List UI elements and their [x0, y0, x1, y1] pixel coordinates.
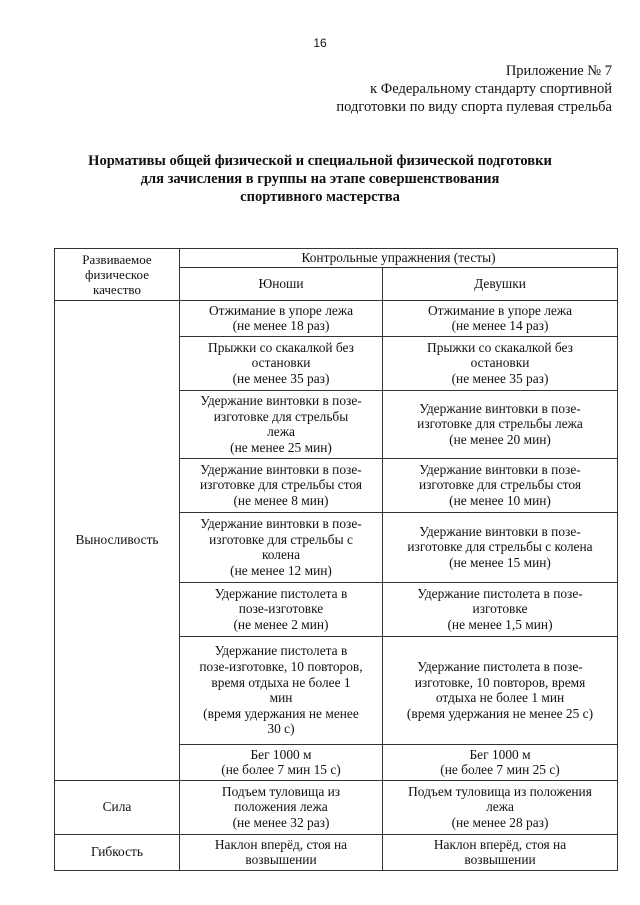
cell-line: Удержание пистолета в позе-: [417, 658, 583, 674]
cell-line: остановки: [251, 355, 311, 371]
boys-norm-cell: [180, 636, 383, 744]
title-line-3: спортивного мастерства: [240, 189, 400, 205]
cell-line: позе-изготовке: [238, 601, 324, 617]
boys-norm-cell: [180, 744, 383, 780]
header-quality: [55, 249, 180, 301]
cell-line: время отдыха не более 1: [211, 674, 351, 690]
boys-norm-cell: [180, 512, 383, 582]
girls-norm-cell: [383, 636, 618, 744]
table-row: [55, 780, 618, 834]
cell-line: Наклон вперёд, стоя на: [433, 836, 567, 852]
appendix-line-3: подготовки по виду спорта пулевая стрельба: [336, 99, 612, 115]
header-girls: Девушки: [383, 267, 618, 300]
cell-line: (время удержания не менее 25 с): [406, 705, 594, 721]
quality-endurance: Выносливость: [55, 300, 180, 780]
boys-norm-cell: [180, 336, 383, 390]
header-quality-line: физическое: [85, 266, 149, 282]
cell-line: (не менее 12 мин): [230, 562, 332, 578]
cell-line: Бег 1000 м: [250, 746, 312, 762]
cell-line: Бег 1000 м: [469, 746, 531, 762]
cell-line: Отжимание в упоре лежа: [208, 302, 354, 318]
girls-norm-cell: [383, 582, 618, 636]
cell-line: Наклон вперёд, стоя на: [214, 836, 348, 852]
girls-norm-cell: [383, 390, 618, 458]
cell-line: изготовке, 10 повторов, время: [414, 674, 586, 690]
cell-line: остановки: [470, 355, 530, 371]
boys-norm-cell: [180, 780, 383, 834]
header-quality-line: качество: [92, 281, 141, 297]
cell-line: лежа: [486, 799, 514, 815]
table-header-row: [55, 249, 618, 268]
cell-line: Удержание винтовки в позе-: [200, 461, 362, 477]
document-title: [0, 152, 640, 206]
cell-line: (не менее 1,5 мин): [447, 616, 553, 632]
cell-line: (не менее 35 раз): [451, 370, 549, 386]
cell-line: (не менее 14 раз): [451, 318, 549, 334]
cell-line: колена: [261, 547, 301, 563]
norms-table: [54, 248, 618, 871]
header-quality-line: Развиваемое: [82, 251, 152, 267]
cell-line: Удержание винтовки в позе-: [419, 400, 581, 416]
title-line-1: Нормативы общей физической и специальной физической подготовки: [88, 153, 552, 169]
cell-line: положения лежа: [234, 799, 328, 815]
header-boys: Юноши: [180, 267, 383, 300]
cell-line: (не менее 20 мин): [449, 431, 551, 447]
cell-line: Удержание пистолета в: [214, 585, 348, 601]
cell-line: Отжимание в упоре лежа: [427, 302, 573, 318]
cell-line: (время удержания не менее: [203, 705, 359, 721]
cell-line: изготовке для стрельбы лежа: [417, 416, 583, 432]
girls-norm-cell: [383, 336, 618, 390]
cell-line: (не менее 10 мин): [449, 492, 551, 508]
cell-line: Удержание пистолета в позе-: [417, 585, 583, 601]
table-body: [55, 300, 618, 870]
boys-norm-cell: [180, 300, 383, 336]
appendix-block: [336, 62, 612, 116]
cell-line: Прыжки со скакалкой без: [427, 339, 573, 355]
table-row: [55, 300, 618, 336]
cell-line: мин: [269, 690, 293, 706]
girls-norm-cell: [383, 780, 618, 834]
cell-line: изготовке для стрельбы стоя: [418, 477, 582, 493]
quality-strength: Сила: [55, 780, 180, 834]
cell-line: (не менее 8 мин): [233, 492, 329, 508]
cell-line: (не более 7 мин 25 с): [440, 762, 560, 778]
girls-norm-cell: [383, 458, 618, 512]
title-line-2: для зачисления в группы на этапе совершенствования: [140, 171, 500, 187]
cell-line: изготовке для стрельбы: [213, 408, 349, 424]
cell-line: (не менее 28 раз): [451, 814, 549, 830]
cell-line: Удержание винтовки в позе-: [419, 523, 581, 539]
header-tests: Контрольные упражнения (тесты): [180, 249, 618, 268]
cell-line: изготовке для стрельбы с: [209, 531, 353, 547]
cell-line: возвышении: [464, 852, 536, 868]
cell-line: позе-изготовке, 10 повторов,: [199, 658, 363, 674]
girls-norm-cell: [383, 512, 618, 582]
page-number: 16: [313, 36, 327, 50]
cell-line: Подъем туловища из: [221, 783, 341, 799]
cell-line: Удержание пистолета в: [214, 643, 348, 659]
cell-line: Удержание винтовки в позе-: [200, 515, 362, 531]
girls-norm-cell: [383, 834, 618, 870]
boys-norm-cell: [180, 834, 383, 870]
cell-line: (не менее 2 мин): [233, 616, 329, 632]
table-row: [55, 834, 618, 870]
cell-line: изготовке для стрельбы стоя: [199, 477, 363, 493]
cell-line: 30 с): [267, 721, 295, 737]
cell-line: Удержание винтовки в позе-: [419, 461, 581, 477]
appendix-line-2: к Федеральному стандарту спортивной: [370, 81, 612, 97]
cell-line: (не менее 35 раз): [232, 370, 330, 386]
cell-line: (не менее 32 раз): [232, 814, 330, 830]
cell-line: возвышении: [245, 852, 317, 868]
cell-line: Удержание винтовки в позе-: [200, 392, 362, 408]
cell-line: (не менее 18 раз): [232, 318, 330, 334]
cell-line: (не менее 25 мин): [230, 439, 332, 455]
cell-line: отдыха не более 1 мин: [435, 690, 565, 706]
girls-norm-cell: [383, 744, 618, 780]
girls-norm-cell: [383, 300, 618, 336]
boys-norm-cell: [180, 458, 383, 512]
boys-norm-cell: [180, 390, 383, 458]
cell-line: Подъем туловища из положения: [408, 783, 592, 799]
cell-line: лежа: [267, 424, 295, 440]
boys-norm-cell: [180, 582, 383, 636]
cell-line: изготовке: [472, 601, 528, 617]
cell-line: Прыжки со скакалкой без: [208, 339, 354, 355]
quality-flexibility: Гибкость: [55, 834, 180, 870]
cell-line: (не более 7 мин 15 с): [221, 762, 341, 778]
cell-line: изготовке для стрельбы с колена: [407, 539, 593, 555]
appendix-line-1: Приложение № 7: [505, 63, 612, 79]
cell-line: (не менее 15 мин): [449, 554, 551, 570]
